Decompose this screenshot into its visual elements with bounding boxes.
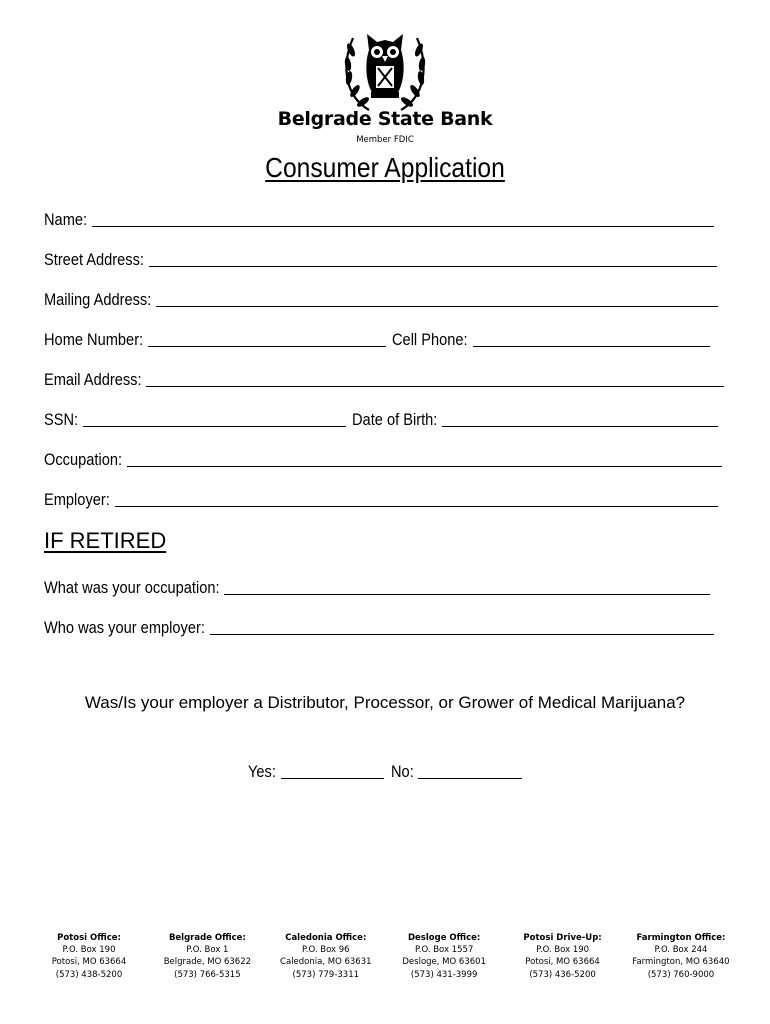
office-desloge <box>385 932 503 981</box>
no-label: No: <box>391 762 414 781</box>
home-number-label: Home Number: <box>44 330 144 349</box>
name-row <box>44 208 714 230</box>
office-box: P.O. Box 190 <box>62 945 116 956</box>
office-list <box>30 932 740 981</box>
home-number-field[interactable] <box>148 346 386 347</box>
retired-occupation-label: What was your occupation: <box>44 578 220 597</box>
name-label: Name: <box>44 210 88 229</box>
office-phone: (573) 760-9000 <box>647 969 715 980</box>
member-fdic: Member FDIC <box>356 135 414 145</box>
office-box: P.O. Box 96 <box>301 945 350 956</box>
name-field[interactable] <box>92 226 714 227</box>
date-of-birth-label: Date of Birth: <box>352 410 438 429</box>
office-name: Desloge Office: <box>407 933 481 943</box>
office-name: Potosi Office: <box>57 933 121 943</box>
street-address-row <box>44 248 717 270</box>
cell-phone-label: Cell Phone: <box>392 330 468 349</box>
date-of-birth-field[interactable] <box>442 426 718 427</box>
office-name: Potosi Drive-Up: <box>523 933 602 943</box>
office-phone: (573) 436-5200 <box>529 969 596 980</box>
office-phone: (573) 438-5200 <box>55 969 123 980</box>
office-phone: (573) 431-3999 <box>410 969 478 980</box>
office-city: Farmington, MO 63640 <box>632 957 730 968</box>
retired-employer-row <box>44 616 714 638</box>
office-potosi <box>30 932 148 981</box>
email-address-row <box>44 368 724 390</box>
retired-occupation-row <box>44 576 710 598</box>
occupation-field[interactable] <box>127 466 722 467</box>
home-number-row <box>44 328 386 350</box>
office-phone: (573) 766-5315 <box>174 969 241 980</box>
page-title: Consumer Application <box>265 152 505 183</box>
cell-phone-row <box>392 328 710 350</box>
office-name: Caledonia Office: <box>285 933 367 943</box>
office-city: Desloge, MO 63601 <box>402 957 486 968</box>
retired-employer-field[interactable] <box>210 634 714 635</box>
yes-field[interactable] <box>281 778 384 779</box>
street-address-field[interactable] <box>149 266 717 267</box>
email-address-label: Email Address: <box>44 370 142 389</box>
office-box: P.O. Box 244 <box>654 945 708 956</box>
retired-occupation-field[interactable] <box>224 594 710 595</box>
office-city: Potosi, MO 63664 <box>51 957 127 968</box>
street-address-label: Street Address: <box>44 250 144 269</box>
if-retired-heading: IF RETIRED <box>44 528 167 553</box>
office-box: P.O. Box 190 <box>536 945 590 956</box>
office-city: Belgrade, MO 63622 <box>163 957 252 968</box>
office-belgrade <box>148 932 266 981</box>
occupation-row <box>44 448 722 470</box>
office-city: Caledonia, MO 63631 <box>280 957 372 968</box>
office-farmington <box>622 932 740 981</box>
date-of-birth-row <box>352 408 718 430</box>
yes-label: Yes: <box>248 762 276 781</box>
occupation-label: Occupation: <box>44 450 123 469</box>
office-box: P.O. Box 1557 <box>414 945 474 956</box>
marijuana-question: Was/Is your employer a Distributor, Processor, or Grower of Medical Marijuana? <box>84 693 686 712</box>
office-name: Belgrade Office: <box>168 933 246 943</box>
no-field[interactable] <box>418 778 522 779</box>
employer-label: Employer: <box>44 490 110 509</box>
bank-logo-owl-icon <box>339 26 431 112</box>
yes-row <box>248 760 384 782</box>
office-name: Farmington Office: <box>636 933 726 943</box>
employer-field[interactable] <box>115 506 718 507</box>
mailing-address-label: Mailing Address: <box>44 290 152 309</box>
office-caledonia <box>267 932 385 981</box>
office-city: Potosi, MO 63664 <box>525 957 600 968</box>
office-box: P.O. Box 1 <box>186 945 229 956</box>
ssn-label: SSN: <box>44 410 79 429</box>
ssn-row <box>44 408 346 430</box>
employer-row <box>44 488 718 510</box>
mailing-address-row <box>44 288 718 310</box>
ssn-field[interactable] <box>83 426 346 427</box>
office-phone: (573) 779-3311 <box>292 969 360 980</box>
retired-employer-label: Who was your employer: <box>44 618 205 637</box>
mailing-address-field[interactable] <box>156 306 718 307</box>
no-row <box>391 760 522 782</box>
office-potosi-drive-up <box>504 932 622 981</box>
cell-phone-field[interactable] <box>473 346 710 347</box>
bank-name: Belgrade State Bank <box>277 108 493 130</box>
email-address-field[interactable] <box>146 386 724 387</box>
